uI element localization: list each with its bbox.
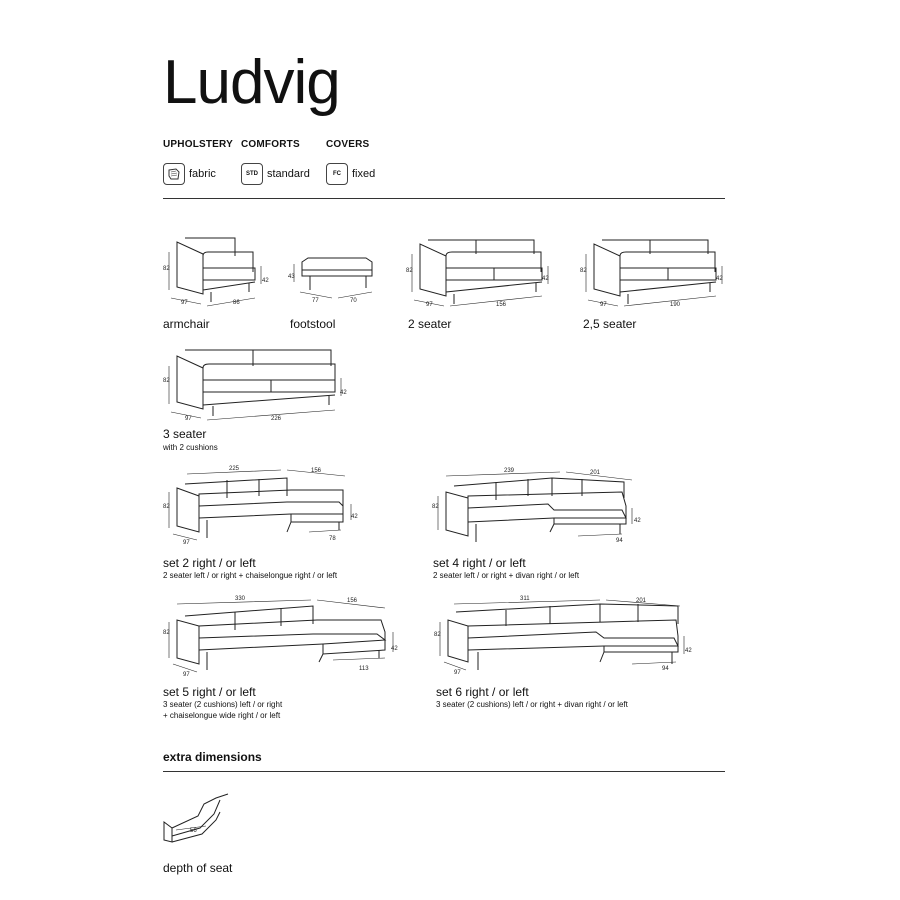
dim-text: 82 bbox=[432, 504, 439, 510]
dim-text: 97 bbox=[426, 302, 433, 307]
upholstery-header: UPHOLSTERY bbox=[163, 139, 233, 150]
dim-text: 97 bbox=[181, 300, 188, 306]
covers-label: fixed bbox=[352, 168, 376, 180]
dim-text: 42 bbox=[542, 276, 549, 282]
dim-text: 156 bbox=[347, 598, 358, 604]
comforts-option bbox=[241, 161, 310, 187]
dim-text: 97 bbox=[183, 672, 190, 678]
dim-text: 225 bbox=[229, 466, 240, 472]
dim-text: 201 bbox=[636, 598, 647, 604]
divider-extra bbox=[163, 771, 725, 772]
dim-text: 78 bbox=[329, 536, 336, 542]
dim-text: 42 bbox=[391, 646, 398, 652]
extra-dimensions-heading: extra dimensions bbox=[163, 750, 262, 764]
dim-text: 42 bbox=[716, 276, 723, 282]
product-label-set-4: set 4 right / or left bbox=[433, 556, 526, 570]
set-4-drawing bbox=[432, 462, 652, 547]
dim-text: 226 bbox=[271, 416, 282, 422]
dim-text: 94 bbox=[616, 538, 623, 544]
product-label-footstool: footstool bbox=[290, 317, 336, 331]
dim-text: 82 bbox=[406, 268, 413, 274]
depth-of-seat-label: depth of seat bbox=[163, 861, 233, 875]
3-seater-drawing bbox=[163, 342, 353, 422]
dim-text: 42 bbox=[634, 518, 641, 524]
product-sub-set-4: 2 seater left / or right + divan right / or left bbox=[433, 571, 580, 580]
dim-text: 97 bbox=[185, 416, 192, 422]
product-sub-3-seater: with 2 cushions bbox=[163, 443, 218, 452]
set-6-drawing bbox=[432, 592, 702, 682]
dim-text: 201 bbox=[590, 470, 601, 476]
2-5-seater-drawing bbox=[580, 232, 730, 307]
dim-text: 94 bbox=[662, 666, 669, 672]
product-label-set-2: set 2 right / or left bbox=[163, 556, 256, 570]
dim-text: 77 bbox=[312, 298, 319, 304]
comforts-header: COMFORTS bbox=[241, 139, 300, 150]
product-sub2-set-5: + chaiselongue wide right / or left bbox=[163, 711, 281, 720]
covers-option bbox=[326, 161, 375, 187]
dim-text: 156 bbox=[496, 302, 507, 307]
covers-badge: FC bbox=[326, 163, 348, 185]
product-label-set-5: set 5 right / or left bbox=[163, 685, 256, 699]
product-label-3-seater: 3 seater bbox=[163, 427, 207, 441]
dim-text: 43 bbox=[288, 274, 295, 280]
comforts-label: standard bbox=[267, 168, 310, 180]
dim-text: 82 bbox=[580, 268, 587, 274]
dim-text: 82 bbox=[163, 630, 170, 636]
dim-text: 42 bbox=[340, 390, 347, 396]
upholstery-option bbox=[163, 161, 216, 187]
dim-text: 97 bbox=[600, 302, 607, 307]
dim-text: 190 bbox=[670, 302, 681, 307]
dim-text: 97 bbox=[183, 540, 190, 546]
dim-text: 82 bbox=[163, 504, 170, 510]
2-seater-drawing bbox=[406, 232, 556, 307]
product-sub-set-2: 2 seater left / or right + chaiselongue right / or left bbox=[163, 571, 338, 580]
fabric-swatch-icon bbox=[163, 163, 185, 185]
dim-text: 42 bbox=[351, 514, 358, 520]
dim-text: 311 bbox=[520, 596, 530, 602]
dim-text: 156 bbox=[311, 468, 322, 474]
set-5-drawing bbox=[163, 592, 403, 682]
dim-text: 56 bbox=[190, 828, 197, 834]
divider-top bbox=[163, 198, 725, 199]
dim-text: 86 bbox=[233, 300, 240, 306]
set-2-drawing bbox=[163, 462, 363, 547]
covers-header: COVERS bbox=[326, 139, 370, 150]
upholstery-label: fabric bbox=[189, 168, 216, 180]
dim-text: 330 bbox=[235, 596, 246, 602]
seat-depth-drawing bbox=[158, 788, 238, 848]
product-label-2-5-seater: 2,5 seater bbox=[583, 317, 637, 331]
product-label-set-6: set 6 right / or left bbox=[436, 685, 529, 699]
dim-text: 97 bbox=[454, 670, 461, 676]
dim-text: 42 bbox=[262, 278, 269, 284]
dim-text: 82 bbox=[434, 632, 441, 638]
footstool-drawing bbox=[288, 252, 383, 307]
product-label-armchair: armchair bbox=[163, 317, 210, 331]
page-title: Ludvig bbox=[163, 48, 340, 117]
dim-text: 42 bbox=[685, 648, 692, 654]
dim-text: 82 bbox=[163, 266, 170, 272]
product-label-2-seater: 2 seater bbox=[408, 317, 452, 331]
comfort-badge: STD bbox=[241, 163, 263, 185]
armchair-drawing bbox=[163, 232, 273, 307]
dim-text: 82 bbox=[163, 378, 170, 384]
dim-text: 239 bbox=[504, 468, 515, 474]
product-sub-set-6: 3 seater (2 cushions) left / or right + divan right / or left bbox=[436, 700, 628, 709]
dim-text: 70 bbox=[350, 298, 357, 304]
dim-text: 113 bbox=[359, 666, 369, 672]
product-sub-set-5: 3 seater (2 cushions) left / or right bbox=[163, 700, 283, 709]
